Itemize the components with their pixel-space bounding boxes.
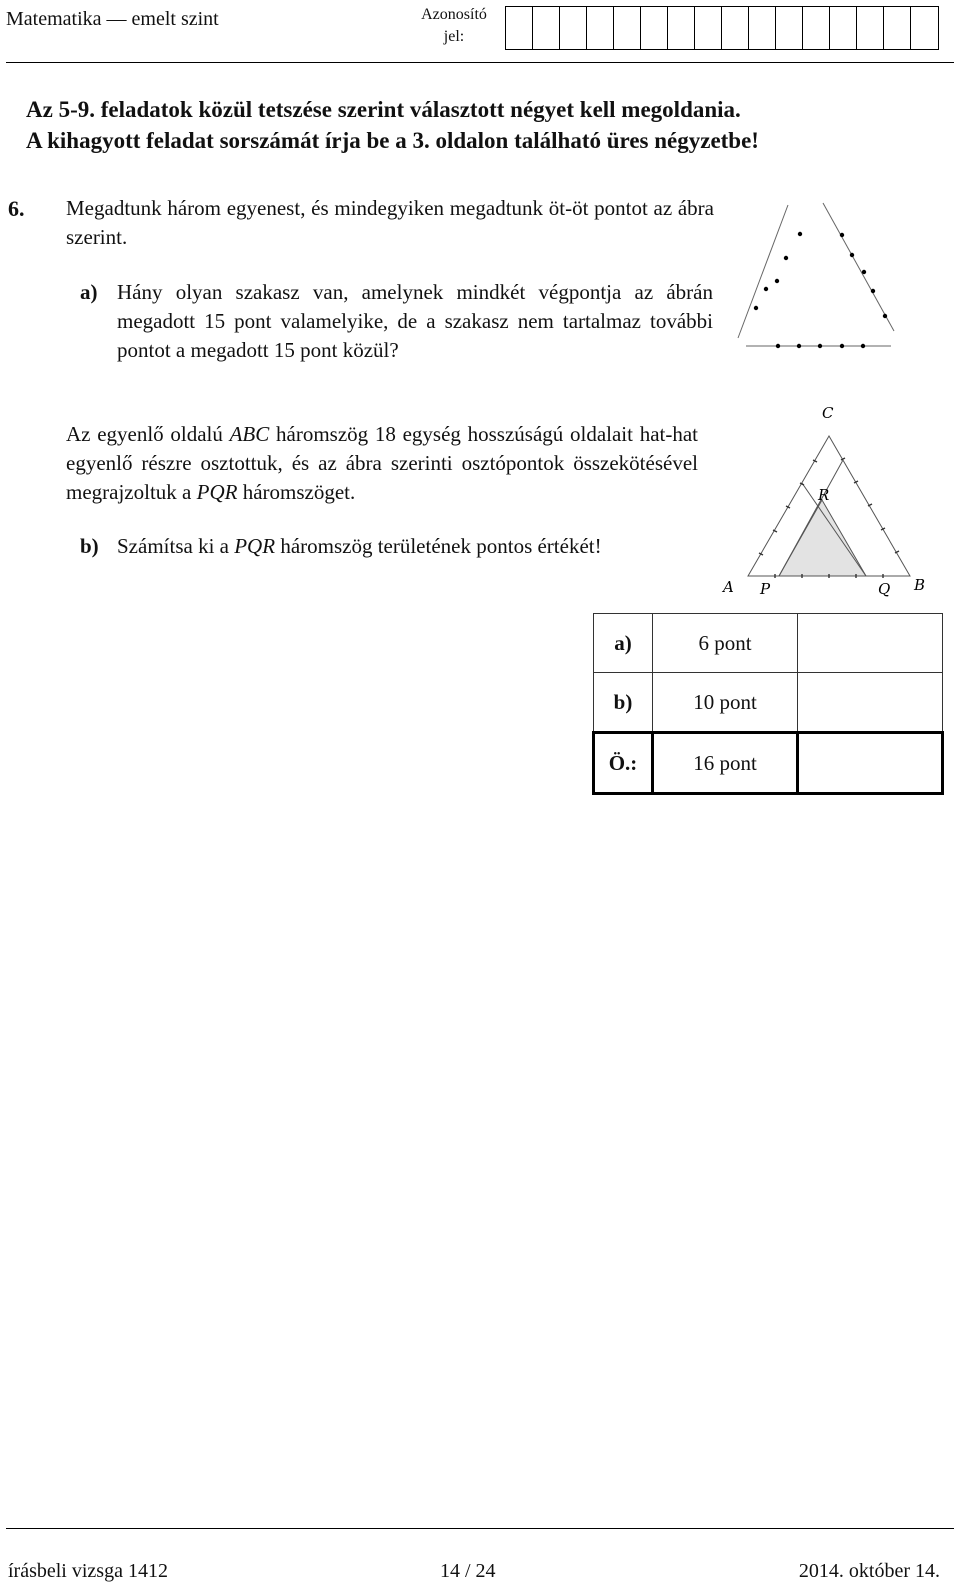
triangle-pqr xyxy=(779,500,866,576)
id-code-cell[interactable] xyxy=(776,7,803,49)
point xyxy=(862,270,866,274)
id-code-cell[interactable] xyxy=(803,7,830,49)
point xyxy=(754,306,758,310)
point xyxy=(840,344,844,348)
score-entry-cell[interactable] xyxy=(798,733,943,794)
score-row-label: a) xyxy=(594,614,653,673)
footer-page-number: 14 / 24 xyxy=(440,1560,496,1582)
point xyxy=(764,287,768,291)
instruction-line-2: A kihagyott feladat sorszámát írja be a 3. oldalon található üres négyzetbe! xyxy=(26,128,759,153)
id-code-cell[interactable] xyxy=(884,7,911,49)
point xyxy=(784,256,788,260)
instructions xyxy=(26,94,946,156)
id-code-cell[interactable] xyxy=(749,7,776,49)
id-code-cell[interactable] xyxy=(830,7,857,49)
label-a: A xyxy=(723,578,734,596)
id-code-cell[interactable] xyxy=(695,7,722,49)
point xyxy=(871,289,875,293)
footer-rule xyxy=(6,1528,954,1529)
footer-date: 2014. október 14. xyxy=(798,1560,940,1582)
header-rule xyxy=(6,62,954,63)
three-lines-figure xyxy=(736,200,898,356)
score-row-label: Ö.: xyxy=(594,733,653,794)
id-code-cell[interactable] xyxy=(533,7,560,49)
label-q: Q xyxy=(878,580,891,598)
id-code-cell[interactable] xyxy=(911,7,938,49)
score-entry-cell[interactable] xyxy=(798,614,943,673)
id-code-cell[interactable] xyxy=(587,7,614,49)
id-code-cell[interactable] xyxy=(506,7,533,49)
part-b-text: Számítsa ki a PQR háromszög területének pontos értékét! xyxy=(117,534,602,558)
label-r: R xyxy=(818,486,830,504)
triangle-paragraph: Az egyenlő oldalú ABC háromszög 18 egység hosszúságú oldalait hat-hat egyenlő részre osztottuk, és az ábra szerinti osztópontok összekötésével megrajzoltuk a PQR háromszöget. xyxy=(66,422,698,504)
point xyxy=(861,344,865,348)
point xyxy=(840,233,844,237)
footer-left: írásbeli vizsga 1412 xyxy=(8,1560,168,1582)
problem-intro: Megadtunk három egyenest, és mindegyiken megadtunk öt-öt pontot az ábra szerint. xyxy=(66,196,714,249)
id-code-cell[interactable] xyxy=(668,7,695,49)
score-row-points: 16 pont xyxy=(653,733,798,794)
problem-number: 6. xyxy=(8,196,25,221)
label-p: P xyxy=(760,580,771,598)
point xyxy=(883,314,887,318)
score-row-points: 6 pont xyxy=(653,614,798,673)
point xyxy=(850,253,854,257)
part-a-text: Hány olyan szakasz van, amelynek mindkét végpontja az ábrán megadott 15 pont valamelyike, de a szakasz nem tartalmaz további pontot a megadott 15 pont közül? xyxy=(117,280,713,362)
score-row-total xyxy=(594,733,943,794)
label-b: B xyxy=(914,576,926,594)
score-row xyxy=(594,614,943,673)
header-subject: Matematika — emelt szint xyxy=(6,8,219,30)
point xyxy=(776,344,780,348)
id-code-cell[interactable] xyxy=(857,7,884,49)
point xyxy=(797,344,801,348)
score-row xyxy=(594,673,943,733)
id-code-cell[interactable] xyxy=(722,7,749,49)
id-code-cell[interactable] xyxy=(560,7,587,49)
instruction-line-1: Az 5-9. feladatok közül tetszése szerint választott négyet kell megoldania. xyxy=(26,97,741,122)
id-label: Azonosító jel: xyxy=(421,6,487,45)
score-entry-cell[interactable] xyxy=(798,673,943,733)
point xyxy=(818,344,822,348)
id-code-cell[interactable] xyxy=(614,7,641,49)
label-c: C xyxy=(822,404,834,422)
score-row-label: b) xyxy=(594,673,653,733)
point xyxy=(775,279,779,283)
id-code-cell[interactable] xyxy=(641,7,668,49)
score-row-points: 10 pont xyxy=(653,673,798,733)
id-code-boxes xyxy=(505,6,939,50)
score-table xyxy=(592,613,944,795)
point xyxy=(798,232,802,236)
part-a-label: a) xyxy=(80,280,98,304)
triangle-abc-figure xyxy=(718,400,934,600)
part-b-label: b) xyxy=(80,534,99,558)
